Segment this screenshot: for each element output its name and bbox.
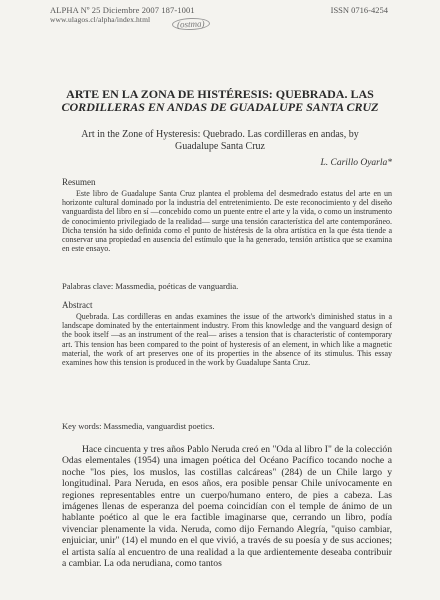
author-name: L. Carillo Oyarla* <box>320 158 392 168</box>
resumen-text: Este libro de Guadalupe Santa Cruz plantea el problema del desmedrado estatus del arte en un horizonte cultural dominado por la industria del entretenimiento. De este reconocimiento y del diseño vanguardista del libro en sí —concebido como un puente entre el arte y la vida, o como un instrumento de conocimiento privilegiado de la realidad— surge una tensión característica del arte contemporáneo. Dicha tensión ha sido definida como el punto de histéresis de la obra artística en la que ésta tiende a conservar una propiedad en ausencia del estímulo que la ha generado, tensión artística que se examina en este ensayo. <box>62 189 392 254</box>
abstract-heading: Abstract <box>62 300 93 310</box>
title-line-1: ARTE EN LA ZONA DE HISTÉRESIS: QUEBRADA. LAS <box>66 87 374 101</box>
body-paragraph: Hace cincuenta y tres años Pablo Neruda creó en "Oda al libro I" de la colección Odas elementales (1954) una imagen poética del Océano Pacífico tocando noche a noche "los pies, los muslos, las costillas calcáreas" (284) de un Chile largo y longitudinal. Para Neruda, en esos años, era posible pensar Chile unívocamente en regiones representables entre un cuerpo/humano entero, de pies a cabeza. Las imágenes llenas de esperanza del poema coincidían con el temple de ánimo de un hablante poético al que le era factible imaginarse que, cerrando un libro, podía vivenciar plenamente la vida. Neruda, como dijo Fernando Alegría, "quiso cambiar, enjuiciar, unir" (14) el mundo en el que vivió, a través de su poesía y de sus acciones; el artista salía al encuentro de una realidad a la que ardientemente deseaba contribuir a cambiar. La oda nerudiana, como tantos <box>62 444 392 570</box>
title-line-2: CORDILLERAS EN ANDAS DE GUADALUPE SANTA CRUZ <box>61 100 379 114</box>
journal-url: www.ulagos.cl/alpha/index.html <box>50 15 151 24</box>
abstract-keywords: Key words: Massmedia, vanguardist poetics. <box>62 421 215 431</box>
resumen-heading: Resumen <box>62 177 96 187</box>
resumen-keywords: Palabras clave: Massmedia, poéticas de vanguardia. <box>62 281 239 291</box>
article-subtitle <box>48 129 392 152</box>
handwritten-note: (ostma) <box>172 17 210 30</box>
journal-line: ALPHA Nº 25 Diciembre 2007 187-1001 <box>50 5 195 15</box>
article-title <box>48 88 392 114</box>
abstract-text: Quebrada. Las cordilleras en andas examines the issue of the artwork's diminished status in a landscape dominated by the entertainment industry. From this knowledge and the vanguard design of the book itself —as an instrument of the real— arises a tension that is characteristic of contemporary art. This tension has been compared to the point of hysteresis of an element, in which like a magnetic material, the work of art preserves one of its properties in the absence of its stimulus. This essay examines how this tension is produced in the work by Guadalupe Santa Cruz. <box>62 312 392 368</box>
subtitle-line-1: Art in the Zone of Hysteresis: Quebrado. Las cordilleras en andas, by <box>81 129 359 140</box>
subtitle-line-2: Guadalupe Santa Cruz <box>175 140 265 152</box>
issn-label: ISSN 0716-4254 <box>330 5 388 15</box>
